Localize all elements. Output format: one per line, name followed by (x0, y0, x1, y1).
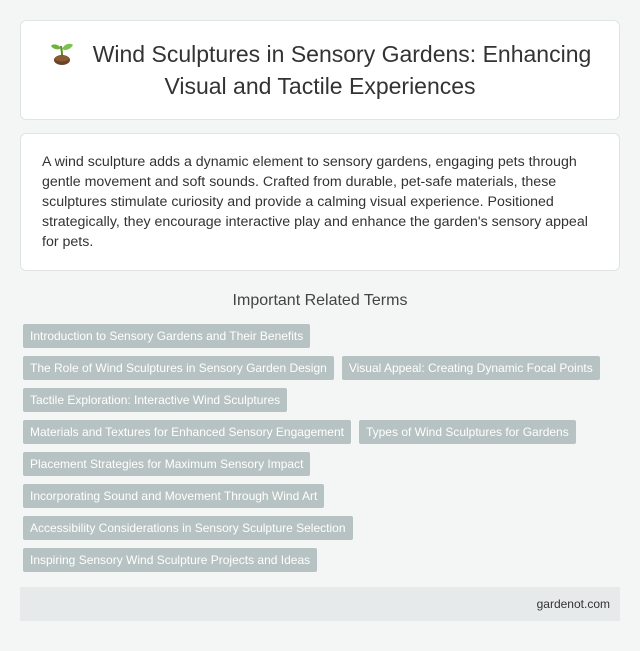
term-tag[interactable]: Visual Appeal: Creating Dynamic Focal Points (342, 356, 600, 380)
related-terms-list (23, 324, 603, 580)
term-tag[interactable]: Placement Strategies for Maximum Sensory Impact (23, 452, 310, 476)
sprout-icon (49, 40, 75, 66)
term-tag[interactable]: The Role of Wind Sculptures in Sensory Garden Design (23, 356, 334, 380)
term-tag[interactable]: Introduction to Sensory Gardens and Their Benefits (23, 324, 310, 348)
footer (20, 587, 620, 621)
footer-site-link[interactable]: gardenot.com (536, 597, 610, 611)
description-card (20, 133, 620, 271)
term-tag[interactable]: Types of Wind Sculptures for Gardens (359, 420, 576, 444)
term-tag[interactable]: Inspiring Sensory Wind Sculpture Projects and Ideas (23, 548, 317, 572)
page-title (21, 38, 619, 102)
term-tag[interactable]: Incorporating Sound and Movement Through Wind Art (23, 484, 324, 508)
title-text: Wind Sculptures in Sensory Gardens: Enhancing Visual and Tactile Experiences (92, 41, 592, 99)
related-terms-heading: Important Related Terms (232, 292, 408, 309)
description-text: A wind sculpture adds a dynamic element to sensory gardens, engaging pets through gentle movement and soft sounds. Crafted from durable, pet-safe materials, these sculptures stimulate curiosity and provide a calming visual experience. Positioned strategically, they encourage interactive play and enhance the garden's sensory appeal for pets. (42, 154, 588, 250)
header-card (20, 20, 620, 120)
term-tag[interactable]: Accessibility Considerations in Sensory Sculpture Selection (23, 516, 353, 540)
term-tag[interactable]: Materials and Textures for Enhanced Sensory Engagement (23, 420, 351, 444)
term-tag[interactable]: Tactile Exploration: Interactive Wind Sculptures (23, 388, 287, 412)
